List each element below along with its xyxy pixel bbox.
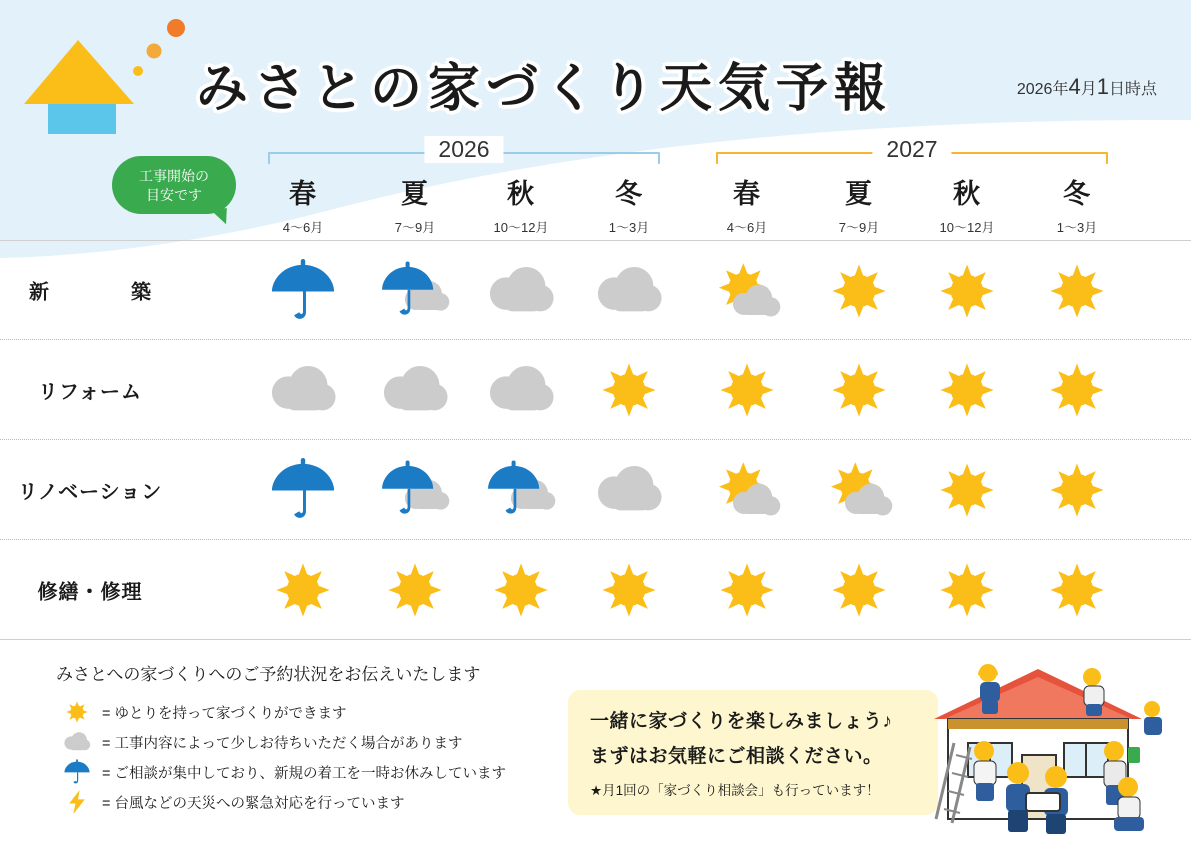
forecast-cell [360,440,470,540]
season-months: 4〜6月 [726,220,768,235]
forecast-table [0,240,1191,640]
forecast-cell [574,340,684,440]
start-guide-balloon [112,156,236,214]
legend-item [56,697,506,727]
legend-item [56,727,506,757]
forecast-cell [804,241,914,341]
date-day: 1 [1096,74,1109,99]
season-header-2 [466,172,576,236]
season-header-0 [248,172,358,236]
forecast-cell [360,340,470,440]
season-name: 秋 [953,179,981,209]
forecast-cell [912,340,1022,440]
forecast-cell [912,241,1022,341]
sun-cloud-icon [705,256,789,326]
sun-cloud-icon [817,455,901,525]
date-suffix: 日時点 [1108,81,1157,98]
forecast-cell [466,440,576,540]
cloud-icon [479,256,563,326]
sun-icon [817,355,901,425]
sun-icon [261,555,345,625]
umbrella-cloud-icon [373,455,457,525]
sun-icon [925,355,1009,425]
season-name: 春 [289,179,317,209]
season-months: 4〜6月 [282,220,324,235]
date-year-unit: 年 [1052,81,1069,98]
row-label: リノベーション [17,481,163,503]
row-label: リフォーム [38,381,142,403]
umbrella-cloud-icon [479,455,563,525]
sun-icon [817,256,901,326]
sun-icon [56,697,98,727]
umbrella-icon [261,455,345,525]
season-name: 夏 [845,179,873,209]
year-group-2027 [716,136,1108,172]
sun-icon [705,355,789,425]
forecast-cell [248,540,358,640]
sun-icon [1035,355,1119,425]
sun-icon [705,555,789,625]
year-label: 2026 [424,136,503,163]
row-label: 新 築 [29,281,165,304]
legend-title: みさとへの家づくりへのご予約状況をお伝えいたします [56,665,481,684]
season-header-3 [574,172,684,236]
callout-line-3: ★月1回の「家づくり相談会」も行っています！ [590,783,880,798]
forecast-cell [248,340,358,440]
forecast-cell [466,241,576,341]
season-name: 冬 [1063,179,1091,209]
forecast-cell [574,241,684,341]
forecast-cell [692,540,802,640]
forecast-cell [248,440,358,540]
date-month-unit: 月 [1080,81,1097,98]
cloud-icon [587,256,671,326]
legend-item-label: = 台風などの天災への緊急対応を行っています [102,795,405,812]
date-month: 4 [1068,74,1081,99]
forecast-cell [574,440,684,540]
forecast-cell [1022,440,1132,540]
season-months: 7〜9月 [838,220,880,235]
forecast-cell [692,440,802,540]
callout-line-1: 一緒に家づくりを楽しみましょう♪ [590,711,893,732]
sun-icon [925,256,1009,326]
forecast-cell [360,241,470,341]
umbrella-icon [56,758,98,787]
sun-icon [1035,455,1119,525]
cloud-icon [56,731,98,753]
forecast-cell [466,340,576,440]
season-months: 10〜12月 [493,220,549,235]
cloud-icon [587,455,671,525]
table-row [0,540,1191,640]
legend-item [56,757,506,787]
legend-item [56,787,506,817]
year-group-2026 [268,136,660,172]
forecast-cell [912,540,1022,640]
forecast-cell [692,340,802,440]
sun-icon [587,355,671,425]
date-year: 2026 [1016,81,1053,98]
year-label: 2027 [872,136,951,163]
cloud-icon [479,355,563,425]
cloud-icon [261,355,345,425]
umbrella-cloud-icon [373,256,457,326]
balloon-line-2: 目安です [146,186,202,203]
forecast-cell [692,241,802,341]
construction-workers-house-illustration [896,647,1181,842]
umbrella-icon [261,256,345,326]
forecast-cell [574,540,684,640]
sun-icon [479,555,563,625]
season-months: 1〜3月 [608,220,650,235]
season-header-1 [360,172,470,236]
lightning-icon [56,789,98,815]
callout-line-2: まずはお気軽にご相談ください。 [590,746,883,767]
forecast-cell [912,440,1022,540]
season-header-6 [912,172,1022,236]
cloud-icon [373,355,457,425]
season-name: 秋 [507,179,535,209]
season-name: 冬 [615,179,643,209]
sun-icon [925,455,1009,525]
forecast-cell [804,440,914,540]
season-header-7 [1022,172,1132,236]
forecast-cell [1022,540,1132,640]
house-logo [30,18,190,138]
sun-icon [1035,555,1119,625]
season-name: 春 [733,179,761,209]
season-months: 10〜12月 [939,220,995,235]
contact-callout [568,690,938,815]
table-row [0,440,1191,540]
sun-icon [817,555,901,625]
sun-cloud-icon [705,455,789,525]
sun-icon [1035,256,1119,326]
legend [56,660,506,817]
season-header-4 [692,172,802,236]
season-months: 7〜9月 [394,220,436,235]
forecast-cell [360,540,470,640]
row-label: 修繕・修理 [37,581,143,603]
forecast-cell [804,340,914,440]
table-row [0,240,1191,340]
sun-icon [373,555,457,625]
legend-item-label: = ゆとりを持って家づくりができます [102,705,347,722]
as-of-date [1017,74,1157,100]
forecast-cell [248,241,358,341]
sun-icon [587,555,671,625]
page-title: みさとの家づくり天気予報 [196,60,893,118]
balloon-line-1: 工事開始の [139,168,209,184]
legend-item-label: = ご相談が集中しており、新規の着工を一時お休みしています [102,765,506,782]
season-months: 1〜3月 [1056,220,1098,235]
legend-item-label: = 工事内容によって少しお待ちいただく場合があります [102,735,463,752]
sun-icon [925,555,1009,625]
season-name: 夏 [401,179,429,209]
forecast-cell [466,540,576,640]
forecast-cell [1022,340,1132,440]
season-header-5 [804,172,914,236]
table-row [0,340,1191,440]
forecast-cell [1022,241,1132,341]
forecast-cell [804,540,914,640]
